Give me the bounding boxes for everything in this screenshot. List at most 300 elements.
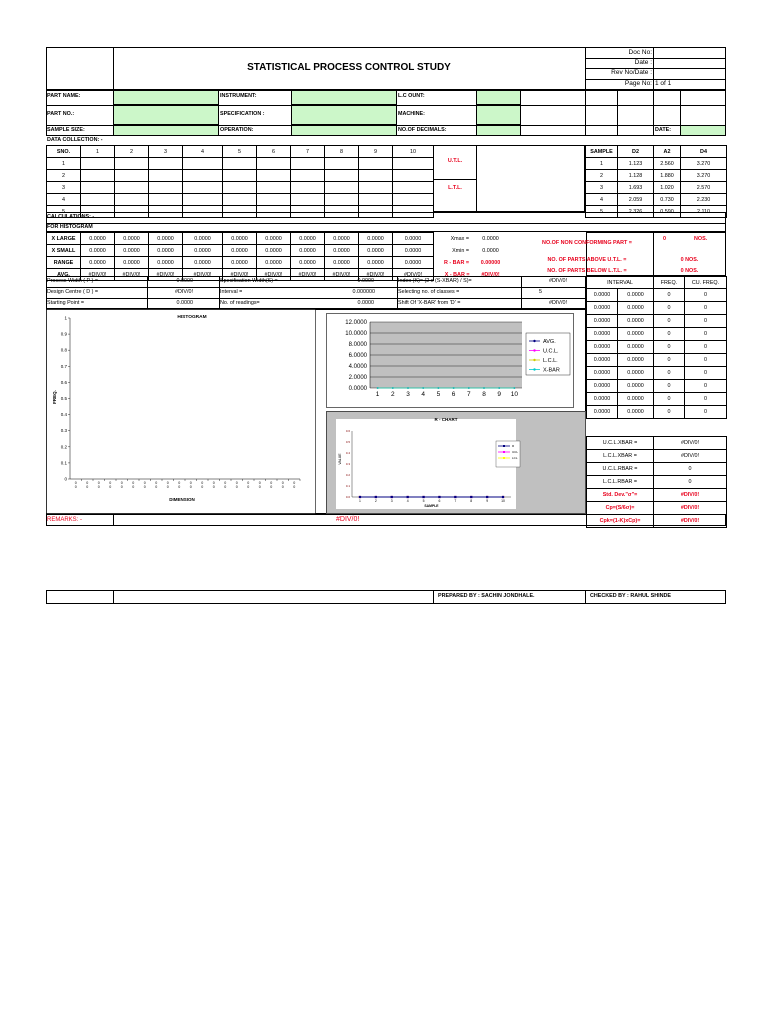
date-field[interactable]: [680, 125, 726, 136]
column-header: 5: [223, 146, 257, 158]
xbar-legend-label: L.C.L.: [543, 358, 558, 364]
reading-cell[interactable]: [223, 158, 257, 170]
histogram-y-tick-label: 0.4: [60, 412, 67, 418]
table-cell: 1.123: [618, 158, 654, 170]
table-row: [587, 380, 727, 393]
row-number: 2: [47, 170, 81, 182]
calc-cell: 0.0000: [359, 233, 393, 245]
date-label-info: DATE:: [655, 126, 672, 133]
column-header: 7: [291, 146, 325, 158]
reading-cell[interactable]: [325, 194, 359, 206]
sample-size-field[interactable]: [113, 125, 219, 136]
table-cell: 0: [685, 367, 727, 380]
xbar-legend-marker: [533, 359, 535, 361]
reading-cell[interactable]: [149, 158, 183, 170]
remarks-value: #DIV/0!: [336, 516, 360, 523]
limit-label: Cpk=(1-K)xCp)=: [587, 515, 654, 528]
reading-cell[interactable]: [223, 194, 257, 206]
calc-cell: 0.0000: [183, 233, 223, 245]
calc-cell: 0.0000: [393, 245, 434, 257]
r-chart-y-tick-label: 0.2: [345, 473, 350, 477]
column-header: 10: [393, 146, 434, 158]
table-cell: 2.570: [681, 182, 727, 194]
row-number: 3: [47, 182, 81, 194]
row-number: 5: [47, 206, 81, 218]
column-header: 6: [257, 146, 291, 158]
r-chart-point: [407, 496, 409, 498]
calc-cell: #DIV/0!: [257, 269, 291, 281]
table-cell: 0.590: [654, 206, 681, 218]
reading-cell[interactable]: [183, 170, 223, 182]
table-cell: 0: [685, 315, 727, 328]
instrument-field[interactable]: [291, 90, 397, 105]
readings-label: No. of readings=: [220, 300, 260, 306]
histogram-x-tick-label: 0: [109, 485, 112, 489]
reading-cell[interactable]: [325, 158, 359, 170]
table-cell: 0.0000: [618, 367, 654, 380]
reading-cell[interactable]: [291, 182, 325, 194]
table-cell: 3.270: [681, 170, 727, 182]
r-chart-point: [470, 496, 472, 498]
histogram-x-tick-label: 0: [293, 485, 296, 489]
xbar-point: [498, 387, 500, 389]
histogram-x-tick-label: 0: [143, 481, 146, 485]
calc-cell: 0.0000: [81, 233, 115, 245]
xbar-point: [422, 387, 424, 389]
r-chart-point: [438, 496, 440, 498]
calc-cell: 0.0000: [325, 257, 359, 269]
limit-label: L.C.L.RBAR =: [587, 476, 654, 489]
table-cell: 1.693: [618, 182, 654, 194]
r-chart-point: [391, 496, 393, 498]
xbar-legend-marker: [533, 368, 535, 370]
table-row: [47, 182, 434, 194]
histogram-x-tick-label: 0: [97, 481, 100, 485]
histogram-x-tick-label: 0: [224, 485, 227, 489]
table-row: [586, 158, 727, 170]
constants-table: [585, 145, 727, 218]
prepared-by: PREPARED BY : SACHIN JONDHALE.: [438, 593, 535, 599]
table-row: [47, 194, 434, 206]
table-row: [587, 393, 727, 406]
limit-label: U.C.L.RBAR =: [587, 463, 654, 476]
histogram-x-tick-label: 0: [224, 481, 227, 485]
table-row: [587, 328, 727, 341]
table-cell: 2.059: [618, 194, 654, 206]
xbar-y-tick-label: 0.0000: [348, 386, 367, 392]
r-chart-legend-marker: [503, 457, 505, 459]
calc-summary-value: #DIV/0!: [481, 271, 500, 278]
spec-width-label: Specification Width(S) =: [220, 278, 278, 284]
xbar-point: [514, 387, 516, 389]
instrument-label: INSTRUMENT:: [220, 93, 257, 99]
reading-cell[interactable]: [325, 182, 359, 194]
reading-cell[interactable]: [223, 170, 257, 182]
index-value: #DIV/0!: [549, 278, 567, 284]
part-no-label: PART NO.:: [47, 111, 75, 117]
table-cell: 0.0000: [618, 328, 654, 341]
for-histogram-title: FOR HISTOGRAM: [47, 224, 93, 230]
decimals-label: NO.OF DECIMALS:: [398, 126, 447, 133]
xbar-y-tick-label: 10.0000: [345, 331, 367, 337]
reading-cell[interactable]: [393, 170, 434, 182]
limit-label: U.C.L.XBAR =: [587, 437, 654, 450]
table-cell: 1: [586, 158, 618, 170]
reading-cell[interactable]: [81, 158, 115, 170]
calc-cell: 0.0000: [223, 233, 257, 245]
r-chart-point: [422, 496, 424, 498]
table-cell: 1.880: [654, 170, 681, 182]
histogram-y-tick-label: 0.7: [60, 363, 67, 369]
lcount-label: L.C OUNT:: [398, 93, 425, 99]
reading-cell[interactable]: [183, 158, 223, 170]
limit-row: [587, 502, 727, 515]
xbar-point: [468, 387, 470, 389]
column-header: 2: [115, 146, 149, 158]
r-chart-x-tick-label: 7: [454, 499, 457, 503]
machine-field[interactable]: [476, 105, 521, 125]
design-centre-label: Design Centre ( D ) =: [47, 289, 99, 295]
r-chart-legend-marker: [503, 451, 505, 453]
page-title: STATISTICAL PROCESS CONTROL STUDY: [247, 62, 451, 73]
table-cell: 1.020: [654, 182, 681, 194]
histogram-x-tick-label: 0: [86, 485, 89, 489]
r-chart-x-tick-label: 10: [501, 499, 505, 503]
r-chart-x-tick-label: 6: [438, 499, 441, 503]
table-row: [587, 315, 727, 328]
xbar-x-tick-label: 7: [466, 391, 471, 398]
table-cell: 0.0000: [587, 393, 618, 406]
lcount-field[interactable]: [476, 90, 521, 105]
page-value: 1 of 1: [655, 80, 672, 87]
below-label: NO. OF PARTS BELOW L.T.L. =: [547, 268, 627, 274]
nonconf-value: 0: [663, 236, 666, 242]
table-cell: 0: [654, 302, 685, 315]
reading-cell[interactable]: [115, 170, 149, 182]
histogram-x-tick-label: 0: [143, 485, 146, 489]
table-cell: 0.0000: [618, 406, 654, 419]
table-cell: 0: [685, 328, 727, 341]
reading-cell[interactable]: [115, 194, 149, 206]
sample-size-label: SAMPLE SIZE:: [47, 126, 85, 133]
limit-row: [587, 437, 727, 450]
histogram-x-tick-label: 0: [270, 485, 273, 489]
calc-cell: 0.0000: [115, 233, 149, 245]
xbar-legend-label: U.C.L.: [543, 348, 559, 355]
column-header: SAMPLE: [586, 146, 618, 158]
part-name-field[interactable]: [113, 90, 219, 105]
r-chart-point: [375, 496, 377, 498]
reading-cell[interactable]: [81, 170, 115, 182]
histogram-x-tick-label: 0: [166, 481, 169, 485]
page-label: Page No:: [624, 80, 652, 87]
r-chart-x-tick-label: 5: [422, 499, 425, 503]
below-value: 0 NOS.: [680, 268, 699, 274]
calc-cell: #DIV/0!: [115, 269, 149, 281]
xbar-y-tick-label: 6.0000: [348, 353, 367, 359]
reading-cell[interactable]: [291, 194, 325, 206]
limit-value: #DIV/0!: [654, 437, 727, 450]
histogram-title: HISTOGRAM: [177, 315, 207, 320]
reading-cell[interactable]: [257, 182, 291, 194]
operation-field[interactable]: [291, 125, 397, 136]
table-cell: 1.128: [618, 170, 654, 182]
reading-cell[interactable]: [325, 170, 359, 182]
table-cell: 2: [586, 170, 618, 182]
table-cell: 0.0000: [618, 354, 654, 367]
checked-by: CHECKED BY : RAHUL SHINDE: [590, 593, 671, 599]
histogram-x-tick-label: 0: [155, 485, 158, 489]
table-cell: 0.0000: [587, 315, 618, 328]
histogram-x-tick-label: 0: [120, 485, 123, 489]
histogram-x-tick-label: 0: [97, 485, 100, 489]
limit-label: Std. Dev."σ"=: [587, 489, 654, 502]
calc-cell: #DIV/0!: [149, 269, 183, 281]
histogram-y-tick-label: 0.1: [60, 460, 67, 466]
histogram-x-tick-label: 0: [270, 481, 273, 485]
r-chart-title: R - CHART: [434, 417, 458, 422]
decimals-field[interactable]: [476, 125, 521, 136]
r-chart-ylabel: VALUE: [338, 453, 342, 465]
table-cell: 3: [586, 182, 618, 194]
calc-cell: 0.0000: [325, 245, 359, 257]
calc-cell: 0.0000: [359, 257, 393, 269]
column-header: INTERVAL: [587, 277, 654, 289]
table-cell: 0.0000: [587, 289, 618, 302]
table-cell: 0: [685, 341, 727, 354]
histogram-x-tick-label: 0: [132, 481, 135, 485]
limit-value: #DIV/0!: [654, 515, 727, 528]
reading-cell[interactable]: [257, 170, 291, 182]
table-row: [47, 170, 434, 182]
table-header-row: [586, 146, 727, 158]
table-cell: 0.0000: [618, 315, 654, 328]
doc-no-label: Doc No:: [628, 49, 652, 56]
histogram-x-tick-label: 0: [189, 485, 192, 489]
histogram-x-tick-label: 0: [201, 481, 204, 485]
calc-summary-value: 0.0000: [482, 235, 499, 242]
reading-cell[interactable]: [359, 194, 393, 206]
calc-cell: 0.0000: [149, 245, 183, 257]
calc-row-label: X LARGE: [47, 233, 81, 245]
table-cell: 3.270: [681, 158, 727, 170]
column-header: 4: [183, 146, 223, 158]
reading-cell[interactable]: [257, 194, 291, 206]
r-chart-y-tick-label: 0.5: [345, 440, 350, 444]
calc-cell: 0.0000: [81, 257, 115, 269]
xbar-legend-label: AVG.: [543, 339, 556, 345]
histogram-x-tick-label: 0: [247, 485, 250, 489]
calc-cell: 0.0000: [393, 233, 434, 245]
date-label: Date :: [634, 59, 652, 66]
r-chart-legend-label: R: [512, 444, 515, 449]
process-width-value: 0.0000: [176, 278, 193, 284]
histogram-chart: [46, 309, 316, 514]
reading-cell[interactable]: [393, 182, 434, 194]
row-number: 1: [47, 158, 81, 170]
limit-value: 0: [654, 463, 727, 476]
histogram-x-tick-label: 0: [120, 481, 123, 485]
r-chart-y-tick-label: 0.0: [345, 495, 350, 499]
xbar-point: [453, 387, 455, 389]
reading-cell[interactable]: [183, 182, 223, 194]
calc-cell: #DIV/0!: [393, 269, 434, 281]
xbar-point: [483, 387, 485, 389]
histogram-xlabel: DIMENSION: [169, 497, 195, 502]
limit-value: #DIV/0!: [654, 450, 727, 463]
reading-cell[interactable]: [359, 182, 393, 194]
histogram-x-tick-label: 0: [293, 481, 296, 485]
calc-row-label: X SMALL: [47, 245, 81, 257]
reading-cell[interactable]: [223, 182, 257, 194]
xbar-x-tick-label: 6: [451, 391, 456, 398]
table-cell: 0: [654, 406, 685, 419]
histogram-x-tick-label: 0: [247, 481, 250, 485]
calc-cell: 0.0000: [257, 233, 291, 245]
column-header: A2: [654, 146, 681, 158]
calc-cell: 0.0000: [359, 245, 393, 257]
table-cell: 0.0000: [618, 341, 654, 354]
r-chart-y-tick-label: 0.4: [345, 451, 350, 455]
machine-label: MACHINE:: [398, 111, 425, 117]
r-chart-legend-label: LCL: [512, 456, 518, 461]
r-chart-x-tick-label: 4: [406, 499, 409, 503]
table-cell: 0.0000: [618, 393, 654, 406]
shift-value: #DIV/0!: [549, 300, 567, 306]
xbar-legend-marker: [533, 340, 535, 342]
table-cell: 0: [685, 354, 727, 367]
reading-cell[interactable]: [359, 170, 393, 182]
calc-cell: 0.0000: [223, 257, 257, 269]
calc-row: [47, 257, 601, 269]
part-name-label: PART NAME:: [47, 93, 81, 99]
histogram-x-tick-label: 0: [281, 485, 284, 489]
reading-cell[interactable]: [81, 194, 115, 206]
row-number: 4: [47, 194, 81, 206]
reading-cell[interactable]: [183, 194, 223, 206]
data-collection-title: DATA COLLECTION: -: [47, 137, 103, 143]
table-cell: 0: [654, 341, 685, 354]
xbar-legend-marker: [533, 349, 535, 351]
calc-cell: #DIV/0!: [325, 269, 359, 281]
xbar-point: [407, 387, 409, 389]
calc-cell: #DIV/0!: [223, 269, 257, 281]
table-cell: 0.0000: [587, 302, 618, 315]
table-cell: 0: [654, 328, 685, 341]
table-cell: 0: [654, 315, 685, 328]
reading-cell[interactable]: [291, 170, 325, 182]
r-chart-y-tick-label: 0.3: [345, 462, 350, 466]
shift-label: Shift Of 'X-BAR' from 'D' =: [398, 300, 461, 306]
xbar-point: [377, 387, 379, 389]
table-row: [586, 170, 727, 182]
spec-width-value: 0.0000: [357, 278, 374, 284]
limit-row: [587, 476, 727, 489]
column-header: D2: [618, 146, 654, 158]
histogram-x-tick-label: 0: [86, 481, 89, 485]
table-row: [47, 158, 434, 170]
limit-value: #DIV/0!: [654, 502, 727, 515]
reading-cell[interactable]: [149, 170, 183, 182]
table-row: [586, 194, 727, 206]
table-cell: 0: [654, 393, 685, 406]
histogram-x-tick-label: 0: [258, 481, 261, 485]
calc-cell: 0.0000: [291, 245, 325, 257]
calc-cell: 0.0000: [115, 257, 149, 269]
table-cell: 0.0000: [587, 354, 618, 367]
part-no-field[interactable]: [113, 105, 219, 125]
limit-value: #DIV/0!: [654, 489, 727, 502]
calc-summary-value: 0.0000: [482, 247, 499, 254]
table-row: [587, 367, 727, 380]
histogram-x-tick-label: 0: [132, 485, 135, 489]
xbar-x-tick-label: 3: [406, 391, 410, 398]
reading-cell[interactable]: [359, 158, 393, 170]
reading-cell[interactable]: [291, 158, 325, 170]
xbar-x-tick-label: 8: [482, 391, 486, 398]
xbar-x-tick-label: 4: [421, 391, 426, 398]
limit-label: L.C.L.XBAR =: [587, 450, 654, 463]
r-chart-point: [359, 496, 361, 498]
r-chart-point: [454, 496, 456, 498]
interval-value: 0.000000: [352, 289, 375, 295]
nonconf-label: NO.OF NON CONFORMING PART =: [542, 240, 632, 246]
histogram-x-tick-label: 0: [155, 481, 158, 485]
histogram-ylabel: FREQ.: [52, 390, 57, 404]
reading-cell[interactable]: [393, 194, 434, 206]
limit-value: 0: [654, 476, 727, 489]
data-collection-table: [46, 145, 434, 218]
xbar-y-tick-label: 2.0000: [348, 375, 367, 381]
table-cell: 0.0000: [587, 406, 618, 419]
column-header: 1: [81, 146, 115, 158]
reading-cell[interactable]: [149, 194, 183, 206]
calc-summary-label: Xmax =: [450, 235, 469, 242]
table-cell: 0: [685, 289, 727, 302]
calc-cell: 0.0000: [393, 257, 434, 269]
reading-cell[interactable]: [115, 158, 149, 170]
xbar-x-tick-label: 10: [510, 391, 519, 398]
reading-cell[interactable]: [149, 182, 183, 194]
xbar-x-tick-label: 2: [390, 391, 395, 398]
starting-label: Starting Point =: [47, 300, 85, 306]
calc-cell: #DIV/0!: [359, 269, 393, 281]
xbar-y-tick-label: 4.0000: [348, 364, 367, 370]
reading-cell[interactable]: [81, 182, 115, 194]
histogram-x-tick-label: 0: [281, 481, 284, 485]
nos-label: NOS.: [694, 236, 708, 242]
specification-field[interactable]: [291, 105, 397, 125]
above-label: NO. OF PARTS ABOVE U.T.L. =: [547, 257, 627, 263]
histogram-x-tick-label: 0: [212, 481, 215, 485]
table-cell: 0: [654, 380, 685, 393]
calc-row-label: AVG.: [47, 269, 81, 281]
histogram-x-tick-label: 0: [74, 481, 77, 485]
histogram-x-tick-label: 0: [109, 481, 112, 485]
histogram-x-tick-label: 0: [74, 485, 77, 489]
table-cell: 0: [685, 380, 727, 393]
reading-cell[interactable]: [393, 158, 434, 170]
xbar-x-tick-label: 9: [497, 391, 502, 398]
calc-cell: 0.0000: [257, 257, 291, 269]
histogram-x-tick-label: 0: [212, 485, 215, 489]
column-header: 3: [149, 146, 183, 158]
xbar-legend-label: X-BAR: [543, 367, 560, 374]
xbar-point: [438, 387, 440, 389]
table-cell: 0: [654, 354, 685, 367]
reading-cell[interactable]: [257, 158, 291, 170]
reading-cell[interactable]: [115, 182, 149, 194]
